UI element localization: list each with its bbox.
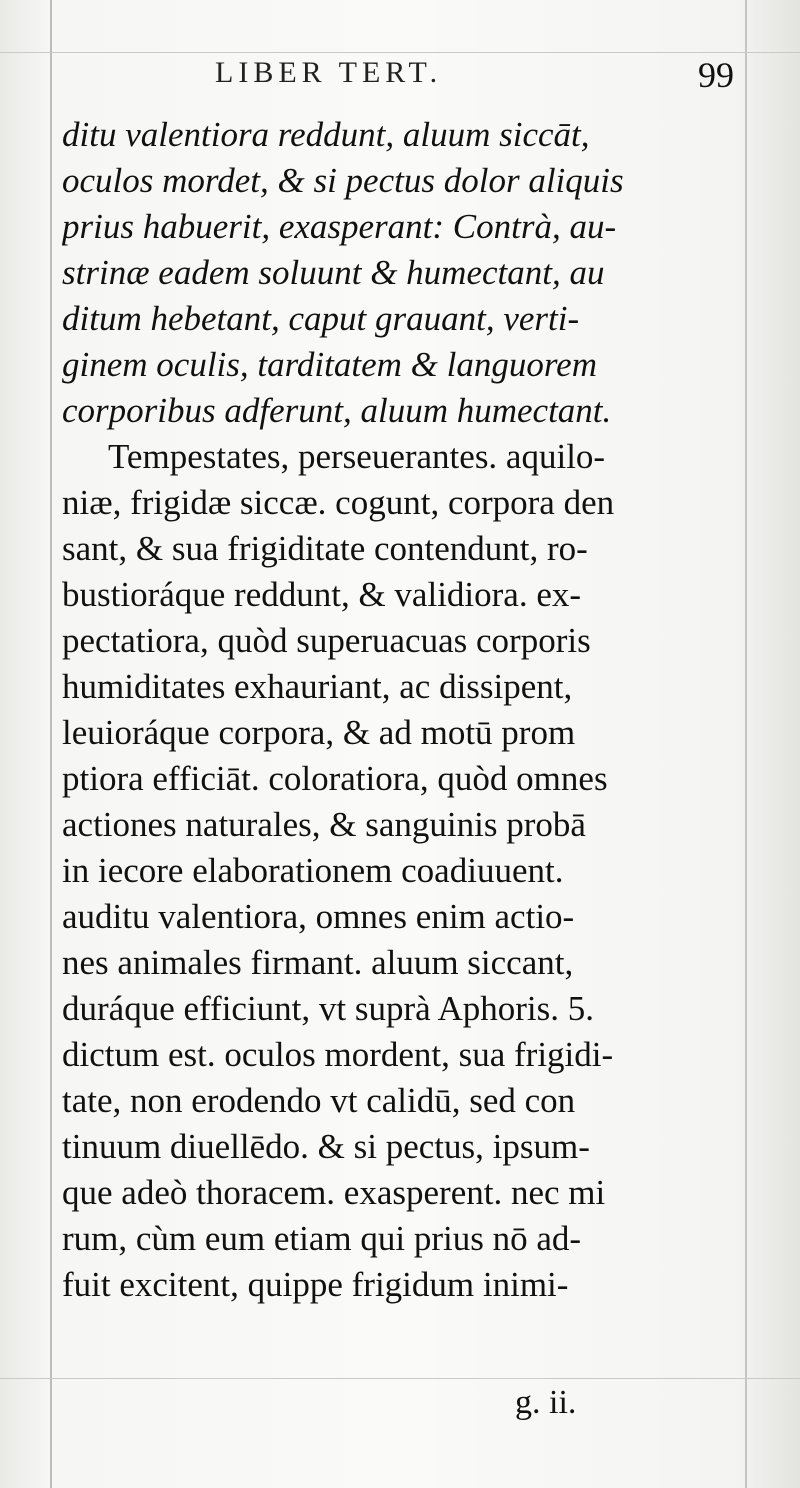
text-line: leuioráque corpora, & ad motū prom: [62, 713, 576, 752]
text-line: ginem oculis, tarditatem & languorem: [62, 345, 597, 384]
text-line: prius habuerit, exasperant: Contrà, au-: [62, 207, 617, 246]
text-line: in iecore elaborationem coadiuuent.: [62, 851, 564, 890]
text-line: corporibus adferunt, aluum humectant.: [62, 391, 612, 430]
text-line: actiones naturales, & sanguinis probā: [62, 805, 586, 844]
text-line: que adeò thoracem. exasperent. nec mi: [62, 1173, 606, 1212]
page-number: 99: [698, 55, 734, 95]
text-line: humiditates exhauriant, ac dissipent,: [62, 667, 573, 706]
text-line: tate, non erodendo vt calidū, sed con: [62, 1081, 576, 1120]
text-line: nes animales firmant. aluum siccant,: [62, 943, 574, 982]
text-line: ditum hebetant, caput grauant, verti-: [62, 299, 580, 338]
text-line: Tempestates, perseuerantes. aquilo-: [108, 437, 606, 476]
left-margin-rule: [50, 0, 52, 1488]
text-line: ditu valentiora reddunt, aluum siccāt,: [62, 115, 590, 154]
text-line: dictum est. oculos mordent, sua frigidi-: [62, 1035, 614, 1074]
catchword-signature: g. ii.: [515, 1384, 577, 1421]
text-line: oculos mordet, & si pectus dolor aliquis: [62, 161, 624, 200]
text-line: auditu valentiora, omnes enim actio-: [62, 897, 575, 936]
page-header: [60, 52, 740, 108]
text-line: bustioráque reddunt, & validiora. ex-: [62, 575, 582, 614]
text-line: duráque efficiunt, vt suprà Aphoris. 5.: [62, 989, 595, 1028]
body-text: [62, 112, 734, 1308]
text-line: pectatiora, quòd superuacuas corporis: [62, 621, 591, 660]
bottom-margin-rule: [0, 1378, 800, 1379]
text-line: rum, cùm eum etiam qui prius nō ad-: [62, 1219, 582, 1258]
text-line: tinuum diuellēdo. & si pectus, ipsum-: [62, 1127, 590, 1166]
text-line: ptiora efficiāt. coloratiora, quòd omnes: [62, 759, 608, 798]
right-margin-rule: [745, 0, 747, 1488]
text-line: strinæ eadem soluunt & humectant, au: [62, 253, 605, 292]
text-line: fuit excitent, quippe frigidum inimi-: [62, 1265, 569, 1304]
running-head: LIBER TERT.: [215, 56, 443, 89]
text-line: niæ, frigidæ siccæ. cogunt, corpora den: [62, 483, 615, 522]
text-line: sant, & sua frigiditate contendunt, ro-: [62, 529, 588, 568]
